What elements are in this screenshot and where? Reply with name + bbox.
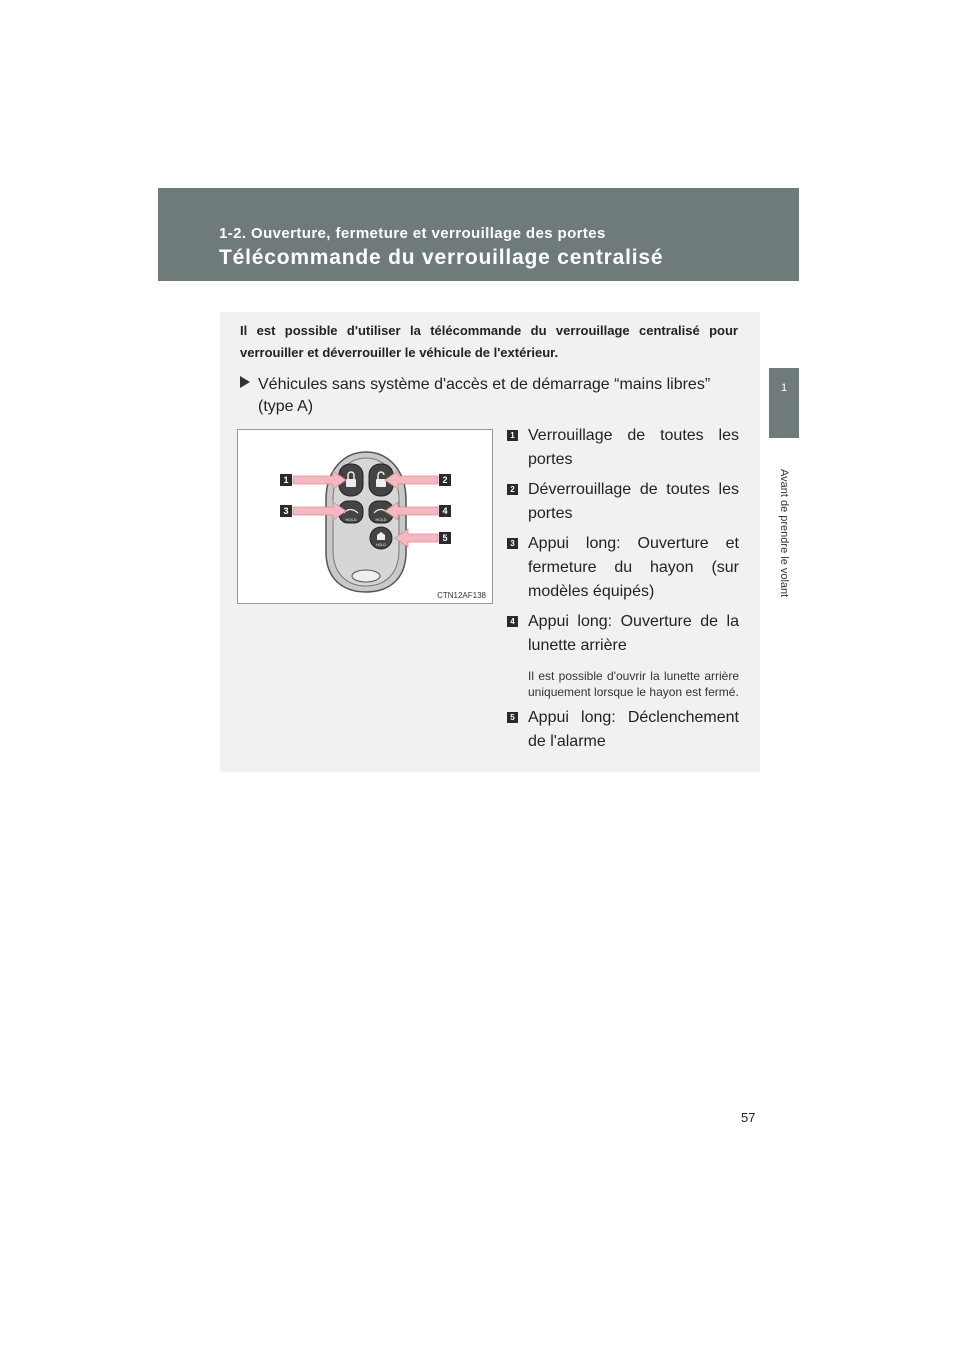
chapter-label: Avant de prendre le volant	[778, 468, 790, 598]
page-header	[158, 188, 799, 281]
hold-label-panic: HOLD	[376, 543, 386, 547]
variant-line-2: (type A)	[258, 398, 314, 415]
figure-code: CTN12AF138	[437, 591, 486, 600]
item-text: Verrouillage de toutes les portes	[528, 427, 739, 468]
callout-3: 3	[283, 506, 289, 516]
callout-4: 4	[442, 506, 448, 516]
function-list	[507, 424, 739, 760]
list-item	[507, 610, 739, 700]
page-number: 57	[741, 1110, 756, 1125]
item-number-badge: 1	[507, 430, 518, 441]
variant-line-1: Véhicules sans système d'accès et de démarrage “mains libres”	[258, 376, 711, 393]
hold-label-right: HOLD	[375, 517, 387, 522]
list-item	[507, 706, 739, 754]
remote-key-figure	[237, 429, 493, 604]
variant-heading	[240, 374, 740, 418]
chapter-number: 1	[780, 382, 788, 394]
callout-1: 1	[283, 475, 289, 485]
item-note: Il est possible d'ouvrir la lunette arrière uniquement lorsque le hayon est fermé.	[528, 669, 739, 699]
item-text: Appui long: Ouverture et fermeture du hayon (sur modèles équipés)	[528, 535, 739, 600]
callout-2: 2	[442, 475, 448, 485]
list-item	[507, 532, 739, 604]
item-text: Appui long: Ouverture de la lunette arrière	[528, 613, 739, 654]
list-item	[507, 478, 739, 526]
item-text: Appui long: Déclenchement de l'alarme	[528, 709, 739, 750]
item-number-badge: 3	[507, 538, 518, 549]
chapter-tab	[769, 368, 799, 438]
remote-key-illustration	[238, 430, 494, 605]
item-number-badge: 2	[507, 484, 518, 495]
triangle-bullet-icon	[240, 376, 250, 388]
item-text: Déverrouillage de toutes les portes	[528, 481, 739, 522]
intro-text: Il est possible d'utiliser la télécommande du verrouillage centralisé pour verrouiller et déverrouiller le véhicule de l'extérieur.	[240, 323, 738, 360]
callout-5: 5	[442, 533, 448, 543]
content-panel	[220, 312, 760, 772]
item-number-badge: 5	[507, 712, 518, 723]
section-title: 1-2. Ouverture, fermeture et verrouillage des portes	[219, 225, 606, 242]
hold-label-left: HOLD	[345, 517, 357, 522]
page-heading: Télécommande du verrouillage centralisé	[219, 246, 664, 269]
list-item	[507, 424, 739, 472]
item-number-badge: 4	[507, 616, 518, 627]
